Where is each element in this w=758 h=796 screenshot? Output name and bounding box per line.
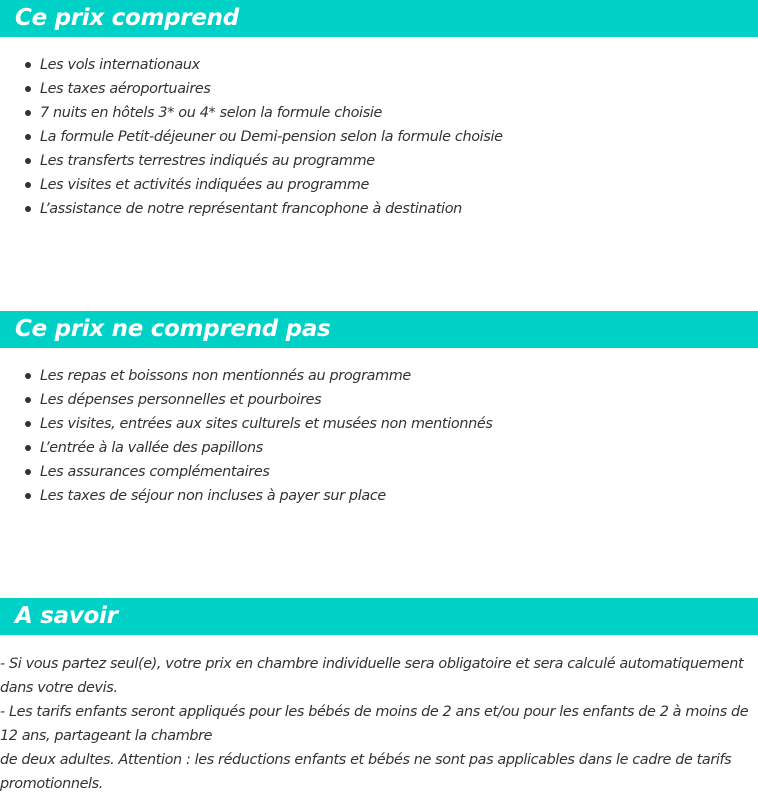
section-header-not-included	[0, 311, 758, 348]
info-paragraph: - Les tarifs enfants seront appliqués pour les bébés de moins de 2 ans et/ou pour les enfants de 2 à moins de 12 ans, partageant la chambre	[0, 704, 749, 744]
list-item: Les assurances complémentaires	[0, 460, 493, 484]
included-list	[0, 53, 503, 221]
section-title-included: Ce prix comprend	[15, 5, 239, 31]
list-item: Les vols internationaux	[0, 53, 503, 77]
list-item: Les repas et boissons non mentionnés au programme	[0, 364, 493, 388]
section-header-included	[0, 0, 758, 37]
list-item: Les visites, entrées aux sites culturels et musées non mentionnés	[0, 412, 493, 436]
list-item: Les dépenses personnelles et pourboires	[0, 388, 493, 412]
list-item: 7 nuits en hôtels 3* ou 4* selon la formule choisie	[0, 101, 503, 125]
section-title-a-savoir: A savoir	[15, 603, 118, 629]
list-item: Les visites et activités indiquées au programme	[0, 173, 503, 197]
section-header-a-savoir	[0, 598, 758, 635]
info-paragraph: - Si vous partez seul(e), votre prix en chambre individuelle sera obligatoire et sera calculé automatiquement dans votre devis.	[0, 656, 744, 696]
list-item: La formule Petit-déjeuner ou Demi-pension selon la formule choisie	[0, 125, 503, 149]
list-item: L’assistance de notre représentant francophone à destination	[0, 197, 503, 221]
list-item: Les taxes aéroportuaires	[0, 77, 503, 101]
info-paragraph: de deux adultes. Attention : les réductions enfants et bébés ne sont pas applicables dans le cadre de tarifs promotionnels.	[0, 752, 732, 792]
list-item: Les transferts terrestres indiqués au programme	[0, 149, 503, 173]
list-item: Les taxes de séjour non incluses à payer sur place	[0, 484, 493, 508]
a-savoir-text	[0, 652, 758, 796]
not-included-list	[0, 364, 493, 508]
list-item: L’entrée à la vallée des papillons	[0, 436, 493, 460]
section-title-not-included: Ce prix ne comprend pas	[15, 316, 331, 342]
